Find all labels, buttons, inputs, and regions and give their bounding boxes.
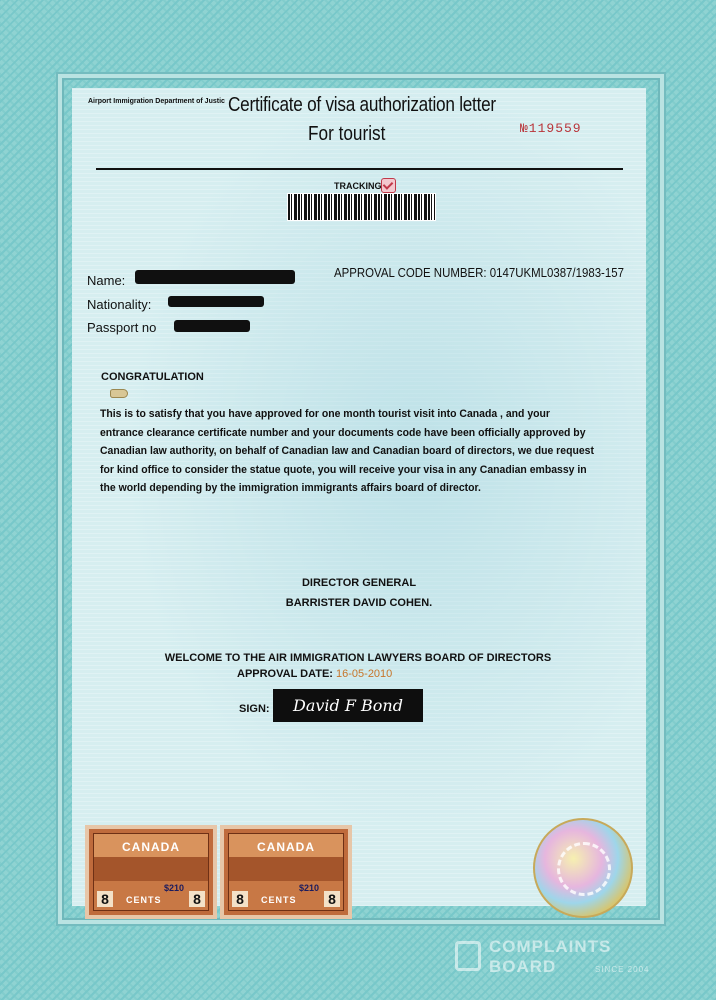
certificate-title: Certificate of visa authorization letter — [228, 94, 496, 116]
signature: David F Bond — [273, 689, 423, 722]
congratulation-heading: CONGRATULATION — [101, 371, 204, 383]
hologram-seal-icon — [533, 818, 633, 918]
watermark-line1: COMPLAINTS — [489, 937, 612, 956]
welcome-line: WELCOME TO THE AIR IMMIGRATION LAWYERS BOARD OF DIRECTORS — [164, 652, 552, 664]
certificate-subtitle: For tourist — [308, 123, 386, 145]
stamp-denomination-left: 8 — [97, 891, 113, 907]
postage-stamp — [85, 825, 217, 919]
department-name: Airport Immigration Department of Justic — [88, 98, 225, 105]
nationality-redaction — [168, 296, 264, 307]
approval-code: APPROVAL CODE NUMBER: 0147UKML0387/1983-157 — [334, 265, 624, 280]
name-redaction — [135, 270, 295, 284]
pointing-hand-icon — [110, 389, 128, 398]
signatory-name: BARRISTER DAVID COHEN. — [285, 597, 433, 609]
name-label: Name: — [87, 273, 126, 288]
stamp-cents: CENTS — [126, 895, 162, 905]
header-divider — [96, 168, 623, 170]
stamp-denomination-right: 8 — [324, 891, 340, 907]
nationality-label: Nationality: — [87, 297, 152, 312]
stamp-price: $210 — [164, 883, 185, 893]
stamp-cents: CENTS — [261, 895, 297, 905]
checkbox-checked-icon — [381, 178, 396, 193]
postage-stamp — [220, 825, 352, 919]
stamp-denomination-right: 8 — [189, 891, 205, 907]
watermark-since: SINCE 2004 — [595, 965, 650, 974]
stamp-country: CANADA — [122, 840, 180, 854]
passport-redaction — [174, 320, 250, 332]
approval-paragraph: This is to satisfy that you have approved for one month tourist visit into Canada , and your entrance clearance certificate number and your documents code have been officially approved by Canadian law authority, on behalf of Canadian law and Canadian board of directors, we due request for kind office to consider the statue quote, you will receive your visa in any Canadian embassy in the world depending by the immigration immigrants affairs board of director. — [100, 408, 594, 494]
serial-number: №119559 — [520, 121, 582, 136]
stamp-price: $210 — [299, 883, 320, 893]
stamp-artwork — [93, 833, 209, 911]
approval-date-value: 16-05-2010 — [336, 668, 393, 680]
watermark-line2: BOARD — [489, 957, 557, 976]
passport-label: Passport no — [87, 320, 157, 335]
stamp-artwork — [228, 833, 344, 911]
approval-date-line — [237, 668, 392, 680]
sign-label: SIGN: — [239, 703, 270, 715]
barcode — [287, 193, 436, 221]
stamp-country: CANADA — [257, 840, 315, 854]
watermark-icon — [455, 941, 481, 971]
watermark-logo — [455, 935, 680, 983]
approval-date-label: APPROVAL DATE: — [237, 668, 333, 680]
stamp-denomination-left: 8 — [232, 891, 248, 907]
tracking-label: TRACKING — [334, 181, 382, 191]
signatory-title: DIRECTOR GENERAL — [301, 577, 417, 589]
